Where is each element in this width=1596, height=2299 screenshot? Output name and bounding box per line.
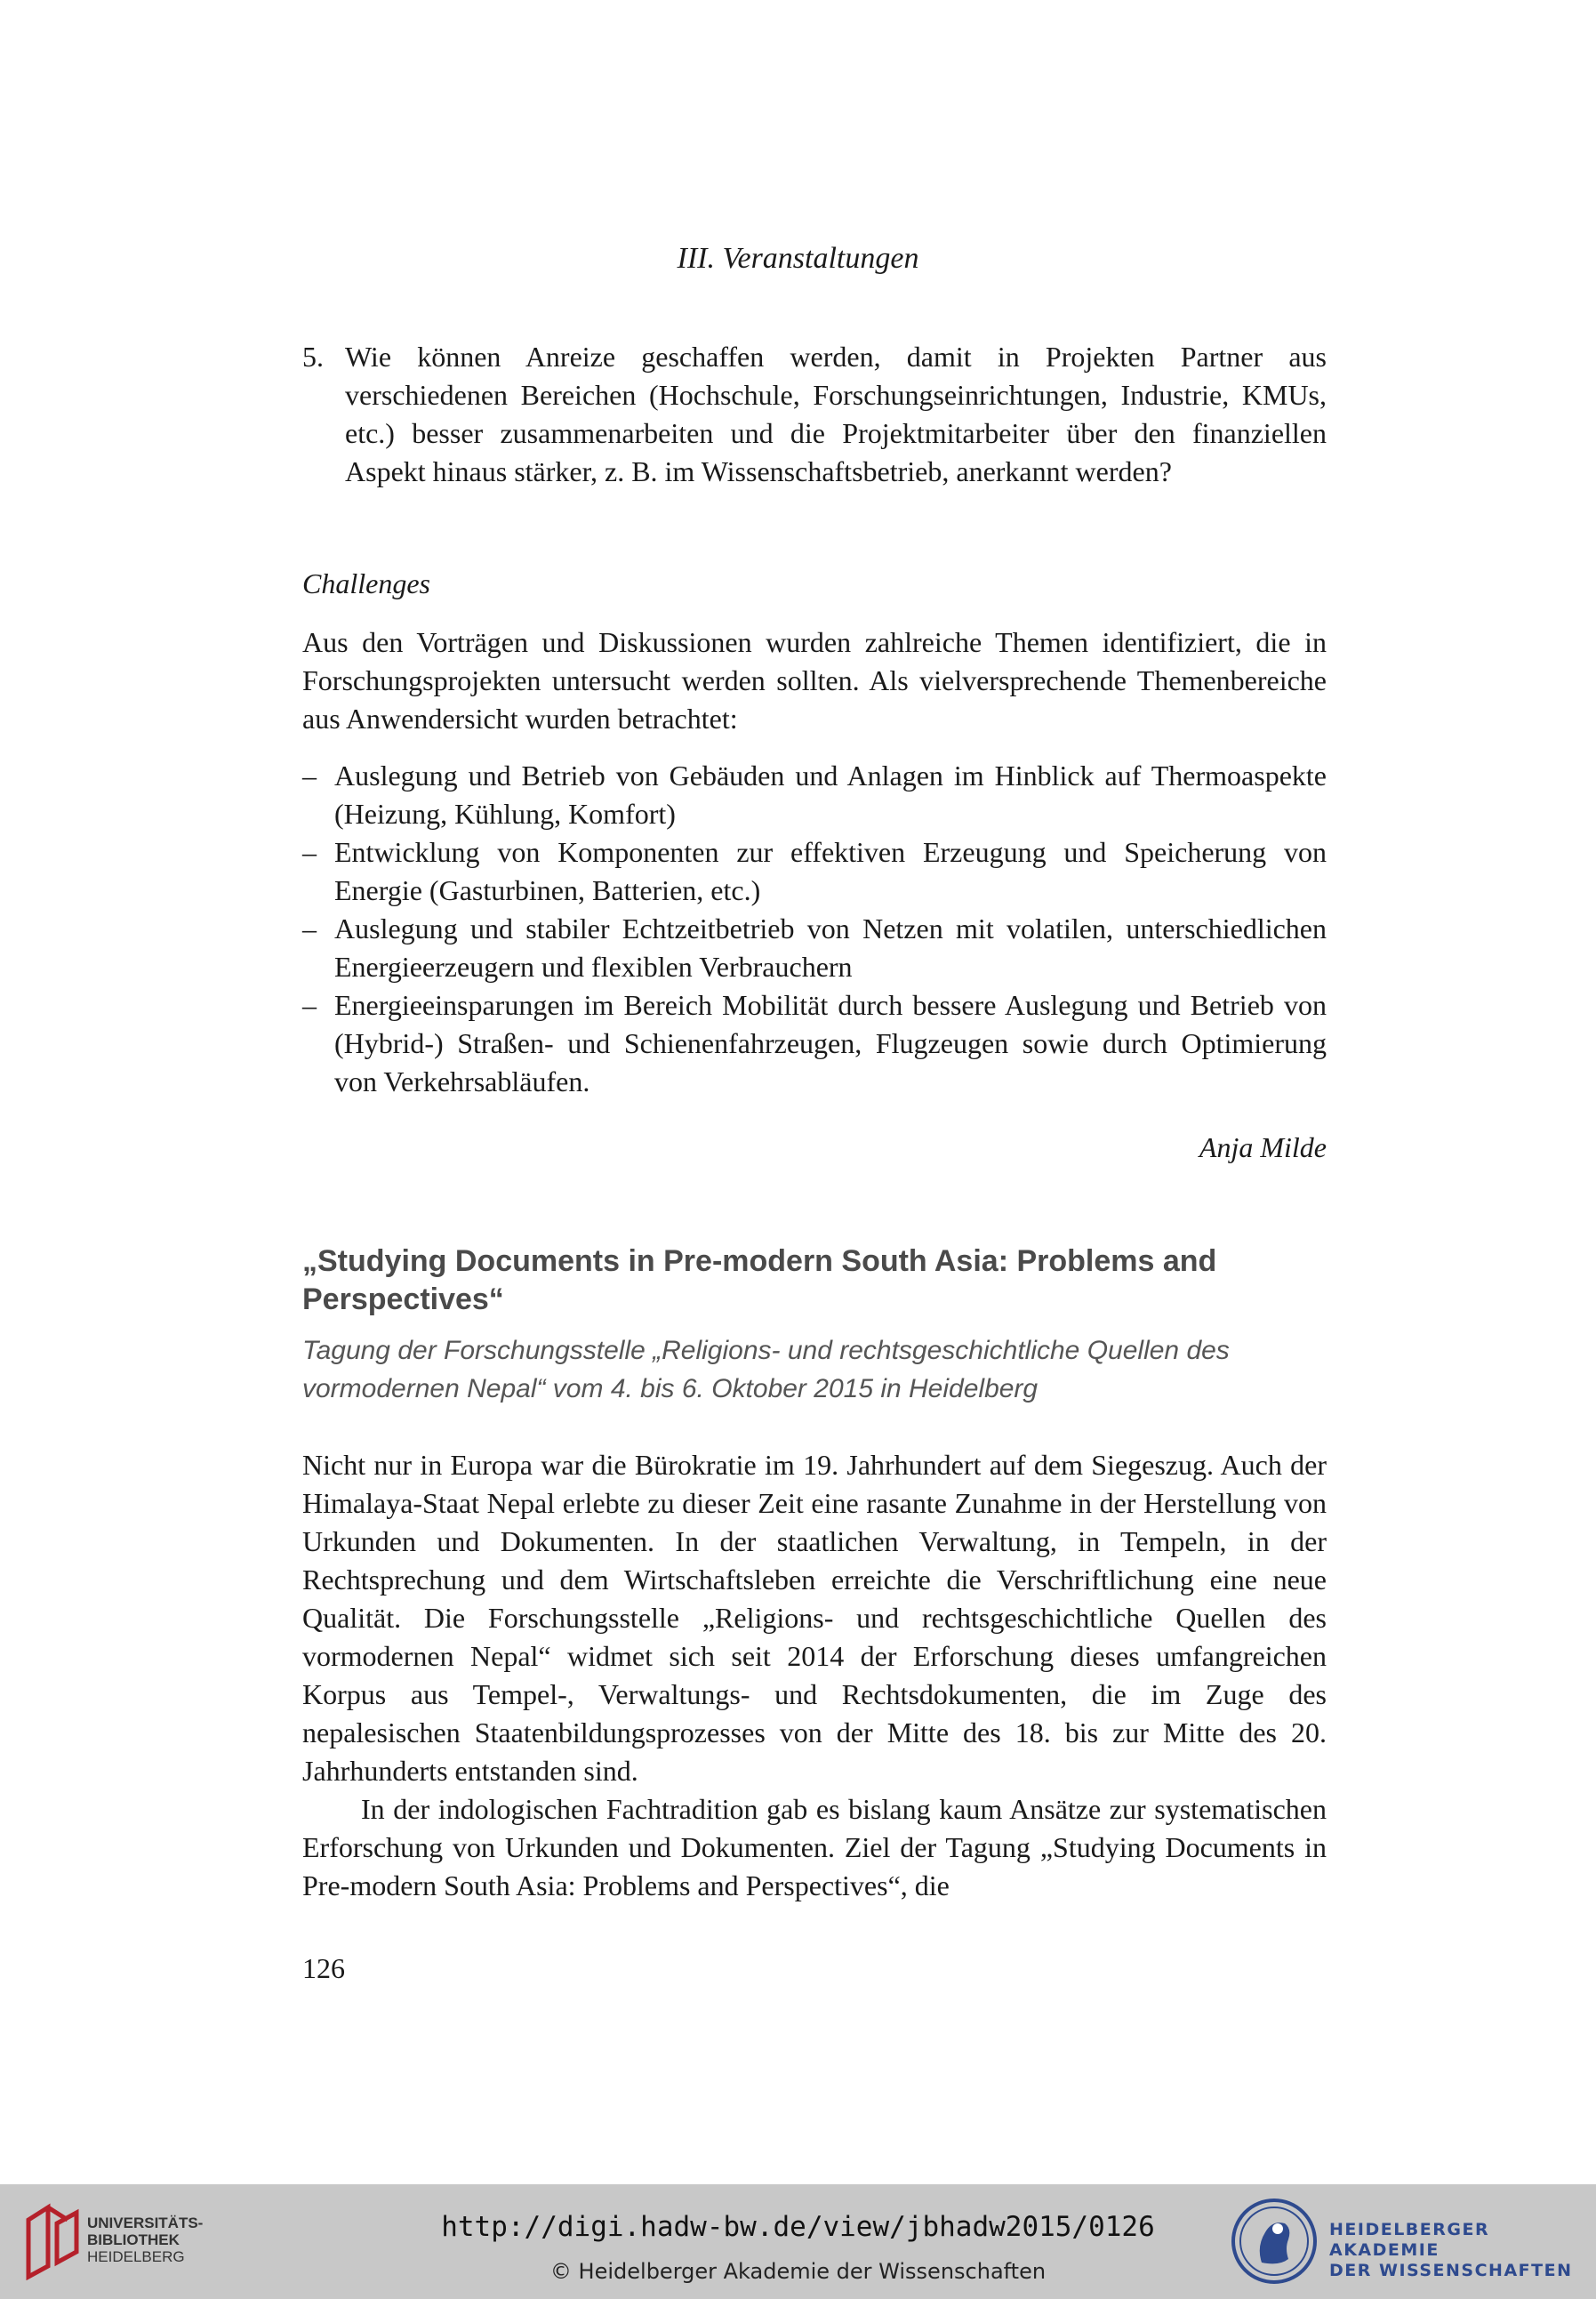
running-head: III. Veranstaltungen xyxy=(677,242,919,275)
challenges-intro: Aus den Vorträgen und Diskussionen wurden zahlreiche Themen identifiziert, die in Forschungsprojekten untersucht werden sollten. Als vielversprechende Themenbereiche aus Anwendersicht wurden betrachtet: xyxy=(302,626,1327,735)
library-line-3: HEIDELBERG xyxy=(87,2248,185,2265)
dash-marker: – xyxy=(302,912,317,945)
section-subtitle: Tagung der Forschungsstelle „Religions- und rechtsgeschichtliche Quellen des vormodernen Nepal“ vom 4. bis 6. Oktober 2015 in Heidelberg xyxy=(302,1336,1230,1403)
dash-marker: – xyxy=(302,760,317,792)
footer-url-link[interactable]: http://digi.hadw-bw.de/view/jbhadw2015/0126 xyxy=(441,2211,1155,2243)
list-item xyxy=(302,986,1327,1101)
academy-line-1: HEIDELBERGER AKADEMIE xyxy=(1329,2220,1490,2260)
body-paragraph-2: In der indologischen Fachtradition gab es bislang kaum Ansätze zur systematischen Erforschung von Urkunden und Dokumenten. Ziel der Tagung „Studying Documents in Pre-modern South Asia: Problems and Perspectives“, die xyxy=(302,1793,1327,1901)
library-line-2: BIBLIOTHEK xyxy=(87,2231,180,2248)
body-paragraph-1: Nicht nur in Europa war die Bürokratie im 19. Jahrhundert auf dem Siegeszug. Auch der Himalaya-Staat Nepal erlebte zu dieser Zeit eine rasante Zunahme in der Herstellung von Urkunden und Dokumenten. In der staatlichen Verwaltung, in Tempeln, in der Rechtsprechung und dem Wirtschaftsleben erreichte die Verschriftlichung eine neue Qualität. Die Forschungsstelle „Religions- und rechtsgeschichtliche Quellen des vormodernen Nepal“ widmet sich seit 2014 der Erforschung dieses umfangreichen Korpus aus Tempel-, Verwaltungs- und Rechtsdokumenten, die im Zuge des nepalesischen Staatenbildungsprozesses von der Mitte des 18. bis zur Mitte des 20. Jahrhunderts entstanden sind. xyxy=(302,1449,1327,1787)
section-title: „Studying Documents in Pre-modern South Asia: Problems and Perspectives“ xyxy=(302,1244,1217,1316)
author-signature: Anja Milde xyxy=(1199,1131,1327,1163)
footer-copyright: © Heidelberger Akademie der Wissenschaften xyxy=(549,2259,1047,2284)
dash-marker: – xyxy=(302,836,317,868)
challenges-list xyxy=(302,757,1327,1101)
list-item-text: Auslegung und stabiler Echtzeitbetrieb von Netzen mit volatilen, unterschiedlichen Energieerzeugern und flexiblen Verbrauchern xyxy=(334,912,1327,983)
library-line-1: UNIVERSITÄTS- xyxy=(87,2215,204,2231)
list-item xyxy=(302,833,1327,910)
list-item xyxy=(302,757,1327,833)
list-item-text: Entwicklung von Komponenten zur effektiven Erzeugung und Speicherung von Energie (Gasturbinen, Batterien, etc.) xyxy=(334,836,1327,906)
dash-marker: – xyxy=(302,989,317,1021)
numbered-item xyxy=(302,338,1327,491)
academy-name xyxy=(1329,2220,1596,2281)
item-text: Wie können Anreize geschaffen werden, damit in Projekten Partner aus verschiedenen Bereichen (Hochschule, Forschungseinrichtungen, Industrie, KMUs, etc.) besser zusammenarbeiten und die Projektmitarbeiter über den finanziellen Aspekt hinaus stärker, z. B. im Wissenschaftsbetrieb, anerkannt werden? xyxy=(345,341,1327,487)
page-number: 126 xyxy=(302,1952,345,1984)
list-item-text: Auslegung und Betrieb von Gebäuden und Anlagen im Hinblick auf Thermoaspekte (Heizung, Kühlung, Komfort) xyxy=(334,760,1327,830)
list-item-text: Energieeinsparungen im Bereich Mobilität durch bessere Auslegung und Betrieb von (Hybrid-) Straßen- und Schienenfahrzeugen, Flugzeugen sowie durch Optimierung von Verkehrsabläufen. xyxy=(334,989,1327,1097)
list-item xyxy=(302,910,1327,986)
item-number: 5. xyxy=(302,341,324,373)
academy-line-2: DER WISSENSCHAFTEN xyxy=(1329,2261,1573,2280)
challenges-heading: Challenges xyxy=(302,567,430,599)
academy-seal-icon xyxy=(1230,2197,1319,2286)
